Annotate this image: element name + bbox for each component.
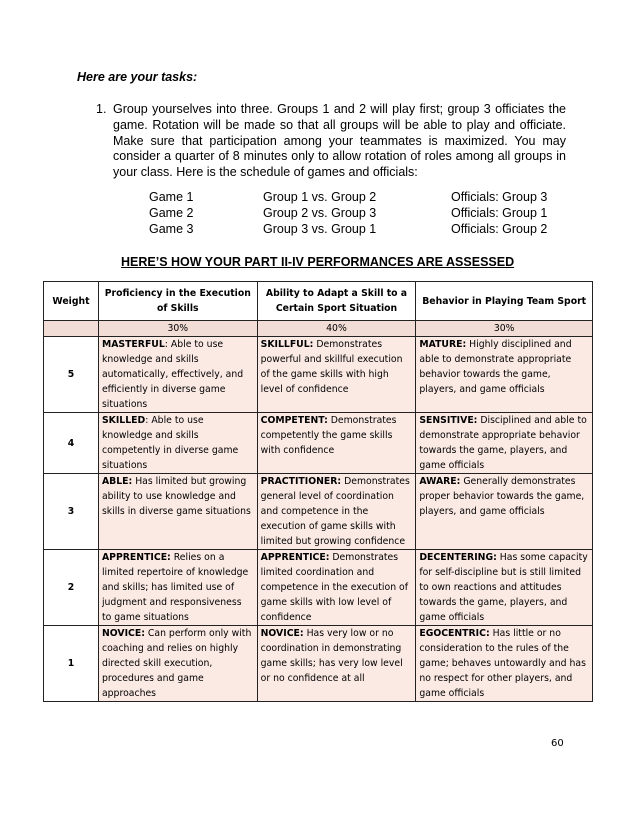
weight-cell: 1 — [44, 626, 99, 702]
level-label: AWARE: — [419, 476, 461, 487]
level-label: APPRENTICE: — [101, 552, 171, 563]
task-number: 1. — [96, 102, 107, 116]
rubric-cell — [257, 626, 416, 702]
table-row — [44, 626, 593, 702]
rubric-cell — [257, 413, 416, 474]
schedule-match: Group 1 vs. Group 2 — [263, 190, 377, 204]
header-proficiency: Proficiency in the Execution of Skills — [98, 282, 257, 321]
schedule-row — [149, 222, 569, 238]
level-label: SENSITIVE: — [419, 415, 478, 426]
level-description: Generally demonstrates proper behavior towards the game, players, and game officials — [419, 476, 585, 517]
level-label: EGOCENTRIC: — [419, 628, 490, 639]
tasks-heading: Here are your tasks: — [77, 70, 198, 84]
weight-cell: 5 — [44, 337, 99, 413]
table-row — [44, 337, 593, 413]
rubric-cell — [416, 413, 593, 474]
percentage-row — [44, 321, 593, 337]
rubric-cell — [98, 337, 257, 413]
game-schedule — [149, 190, 569, 237]
level-label: DECENTERING: — [419, 552, 497, 563]
percentage-ability: 40% — [257, 321, 416, 337]
percentage-blank — [44, 321, 99, 337]
level-label: NOVICE: — [260, 628, 304, 639]
weight-cell: 3 — [44, 474, 99, 550]
schedule-row — [149, 206, 569, 222]
task-text: Group yourselves into three. Groups 1 and 2 will play first; group 3 officiates the game. Rotation will be made so that all groups will be able to play and officiate. Make sure that participation among your teammates is maximized. You may consider a quarter of 8 minutes only to allow rotation of roles among all groups in your class. Here is the schedule of games and officials: — [113, 102, 566, 180]
rubric-cell — [257, 337, 416, 413]
assessment-heading: HERE’S HOW YOUR PART II-IV PERFORMANCES ARE ASSESSED — [121, 255, 515, 269]
schedule-game: Game 3 — [149, 221, 194, 236]
schedule-match: Group 2 vs. Group 3 — [263, 205, 377, 220]
level-label: COMPETENT: — [260, 415, 328, 426]
level-description: Can perform only with coaching and relies on highly directed skill execution, procedures and game approaches — [101, 628, 252, 699]
rubric-cell — [98, 413, 257, 474]
header-ability: Ability to Adapt a Skill to a Certain Sport Situation — [257, 282, 416, 321]
rubric-cell — [416, 474, 593, 550]
level-description: Demonstrates general level of coordination and competence in the execution of game skills with limited but growing confidence — [260, 476, 410, 547]
level-label: SKILLED — [101, 415, 146, 426]
schedule-officials: Officials: Group 1 — [451, 205, 548, 220]
level-description: Has little or no consideration to the rules of the game; behaves untowardly and has no respect for other players, and game officials — [419, 628, 586, 699]
weight-cell: 4 — [44, 413, 99, 474]
level-label: MATURE: — [419, 339, 467, 350]
table-row — [44, 474, 593, 550]
schedule-game: Game 2 — [149, 205, 194, 220]
level-description: Has some capacity for self-discipline but is still limited to own reactions and attitudes towards the game, players, and game officials — [419, 552, 588, 623]
rubric-cell — [257, 474, 416, 550]
rubric-table — [43, 281, 593, 702]
rubric-cell — [416, 337, 593, 413]
level-description: Highly disciplined and able to demonstrate appropriate behavior towards the game, players, and game officials — [419, 339, 572, 395]
header-behavior: Behavior in Playing Team Sport — [416, 282, 593, 321]
header-weight: Weight — [44, 282, 99, 321]
level-label: PRACTITIONER: — [260, 476, 342, 487]
level-description: Disciplined and able to demonstrate appropriate behavior towards the game, players, and game officials — [419, 415, 587, 471]
level-description: Demonstrates limited coordination and competence in the execution of game skills with low level of confidence — [260, 552, 409, 623]
percentage-behavior: 30% — [416, 321, 593, 337]
level-label: SKILLFUL: — [260, 339, 314, 350]
level-label: NOVICE: — [101, 628, 145, 639]
level-label: MASTERFUL — [101, 339, 165, 350]
schedule-game: Game 1 — [149, 190, 194, 204]
rubric-cell — [257, 550, 416, 626]
task-item — [96, 102, 566, 181]
weight-cell: 2 — [44, 550, 99, 626]
table-header-row — [44, 282, 593, 321]
level-description: Demonstrates powerful and skillful execution of the game skills with high level of confidence — [260, 339, 403, 395]
page-number: 60 — [551, 738, 564, 749]
rubric-cell — [416, 626, 593, 702]
level-description: Has very low or no coordination in demonstrating game skills; has very low level or no confidence at all — [260, 628, 403, 684]
schedule-officials: Officials: Group 2 — [451, 221, 548, 236]
level-description: : Able to use knowledge and skills competently in diverse game situations — [101, 415, 239, 471]
rubric-cell — [98, 626, 257, 702]
rubric-cell — [98, 474, 257, 550]
level-description: : Able to use knowledge and skills automatically, effectively, and efficiently in diverse game situations — [101, 339, 244, 410]
rubric-cell — [416, 550, 593, 626]
percentage-proficiency: 30% — [98, 321, 257, 337]
schedule-row — [149, 190, 569, 206]
table-row — [44, 413, 593, 474]
table-row — [44, 550, 593, 626]
level-description: Has limited but growing ability to use knowledge and skills in diverse game situations — [101, 476, 251, 517]
rubric-cell — [98, 550, 257, 626]
level-description: Demonstrates competently the game skills with confidence — [260, 415, 397, 456]
schedule-match: Group 3 vs. Group 1 — [263, 221, 377, 236]
level-label: ABLE: — [101, 476, 133, 487]
level-description: Relies on a limited repertoire of knowledge and skills; has limited use of judgment and responsiveness to game situations — [101, 552, 249, 623]
schedule-officials: Officials: Group 3 — [451, 190, 548, 204]
level-label: APPRENTICE: — [260, 552, 330, 563]
